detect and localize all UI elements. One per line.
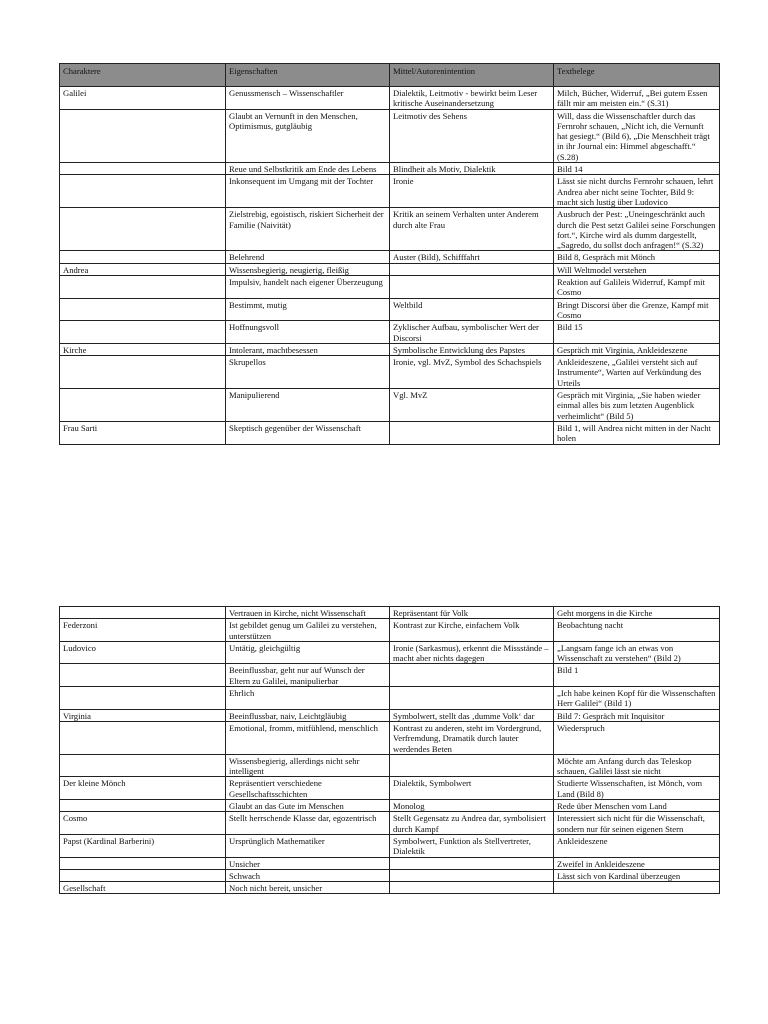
cell-means: Ironie (Sarkasmus), erkennt die Missstände – macht aber nichts dagegen	[390, 641, 554, 664]
cell-evidence: Bild 14	[554, 163, 720, 175]
table-row	[60, 263, 720, 275]
cell-evidence: Will, dass die Wissenschaftler durch das Fernrohr schauen, „Nicht ich, die Vernunft hat gesiegt.“ (Bild 6), „Die Menschheit trägt in ihr Journal ein: Himmel abgeschafft.“ (S.28)	[554, 109, 720, 162]
cell-evidence: Bild 1	[554, 664, 720, 687]
cell-evidence: Bild 1, will Andrea nicht mitten in der Nacht holen	[554, 421, 720, 444]
cell-means: Weltbild	[390, 298, 554, 321]
cell-character	[60, 800, 226, 812]
table-row	[60, 343, 720, 355]
cell-property: Wissensbegierig, neugierig, fleißig	[226, 263, 390, 275]
table-row	[60, 721, 720, 754]
cell-means: Vgl. MvZ	[390, 389, 554, 422]
table-row	[60, 857, 720, 869]
cell-character	[60, 175, 226, 208]
cell-means: Auster (Bild), Schifffahrt	[390, 251, 554, 263]
cell-character: Virginia	[60, 709, 226, 721]
table-row	[60, 321, 720, 344]
cell-property: Manipulierend	[226, 389, 390, 422]
cell-property: Impulsiv, handelt nach eigener Überzeugung	[226, 276, 390, 299]
cell-evidence: Rede über Menschen vom Land	[554, 800, 720, 812]
cell-means: Ironie, vgl. MvZ, Symbol des Schachspiels	[390, 356, 554, 389]
table-2-body	[60, 607, 720, 894]
cell-property: Beeinflussbar, naiv, Leichtgläubig	[226, 709, 390, 721]
cell-character: Cosmo	[60, 812, 226, 835]
cell-property: Wissensbegierig, allerdings nicht sehr intelligent	[226, 754, 390, 777]
cell-character	[60, 721, 226, 754]
cell-means	[390, 664, 554, 687]
table-row	[60, 276, 720, 299]
cell-property: Unsicher	[226, 857, 390, 869]
cell-means: Zyklischer Aufbau, symbolischer Wert der Discorsi	[390, 321, 554, 344]
cell-means	[390, 687, 554, 710]
header-text-evidence: Textbelege	[554, 64, 720, 87]
cell-character	[60, 276, 226, 299]
table-row	[60, 687, 720, 710]
table-row	[60, 607, 720, 619]
cell-means	[390, 276, 554, 299]
cell-evidence: Ankleideszene, „Galilei versteht sich auf Instrumente“, Warten auf Verkündung des Urteils	[554, 356, 720, 389]
cell-property: Ursprünglich Mathematiker	[226, 834, 390, 857]
cell-means: Repräsentant für Volk	[390, 607, 554, 619]
table-1-body	[60, 87, 720, 445]
cell-character: Federzoni	[60, 619, 226, 642]
cell-evidence: Bild 15	[554, 321, 720, 344]
cell-evidence: „Langsam fange ich an etwas von Wissenschaft zu verstehen“ (Bild 2)	[554, 641, 720, 664]
cell-means: Symbolwert, stellt das ‚dumme Volk‘ dar	[390, 709, 554, 721]
cell-character	[60, 687, 226, 710]
cell-means: Symbolwert, Funktion als Stellvertreter, Dialektik	[390, 834, 554, 857]
table-row	[60, 709, 720, 721]
cell-character	[60, 607, 226, 619]
table-row	[60, 869, 720, 881]
table-row	[60, 777, 720, 800]
cell-character	[60, 664, 226, 687]
table-row	[60, 619, 720, 642]
cell-means	[390, 263, 554, 275]
cell-property: Glaubt an das Gute im Menschen	[226, 800, 390, 812]
header-characters: Charaktere	[60, 64, 226, 87]
cell-property: Genussmensch – Wissenschaftler	[226, 87, 390, 110]
cell-property: Skrupellos	[226, 356, 390, 389]
cell-character: Papst (Kardinal Barberini)	[60, 834, 226, 857]
table-row	[60, 251, 720, 263]
table-row	[60, 356, 720, 389]
cell-character	[60, 389, 226, 422]
cell-property: Ehrlich	[226, 687, 390, 710]
cell-means: Stellt Gegensatz zu Andrea dar, symbolisiert durch Kampf	[390, 812, 554, 835]
cell-means	[390, 869, 554, 881]
cell-evidence: Ankleideszene	[554, 834, 720, 857]
cell-property: Zielstrebig, egoistisch, riskiert Sicherheit der Familie (Naivität)	[226, 208, 390, 251]
cell-evidence: Bild 8, Gespräch mit Mönch	[554, 251, 720, 263]
cell-character	[60, 321, 226, 344]
cell-property: Stellt herrschende Klasse dar, egozentrisch	[226, 812, 390, 835]
cell-evidence: Möchte am Anfang durch das Teleskop schauen, Galilei lässt sie nicht	[554, 754, 720, 777]
cell-property: Inkonsequent im Umgang mit der Tochter	[226, 175, 390, 208]
cell-means: Leitmotiv des Sehens	[390, 109, 554, 162]
cell-evidence: Bringt Discorsi über die Grenze, Kampf mit Cosmo	[554, 298, 720, 321]
cell-character: Kirche	[60, 343, 226, 355]
cell-means: Kritik an seinem Verhalten unter Anderem durch alte Frau	[390, 208, 554, 251]
cell-character: Andrea	[60, 263, 226, 275]
cell-property: Hoffnungsvoll	[226, 321, 390, 344]
cell-property: Schwach	[226, 869, 390, 881]
header-properties: Eigenschaften	[226, 64, 390, 87]
table-row	[60, 800, 720, 812]
cell-evidence: Reaktion auf Galileis Widerruf, Kampf mit Cosmo	[554, 276, 720, 299]
characters-table-1	[59, 63, 720, 445]
cell-means: Monolog	[390, 800, 554, 812]
cell-character	[60, 869, 226, 881]
cell-evidence: Zweifel in Ankleideszene	[554, 857, 720, 869]
cell-means: Dialektik, Leitmotiv - bewirkt beim Leser kritische Auseinandersetzung	[390, 87, 554, 110]
cell-means	[390, 882, 554, 894]
table-row	[60, 389, 720, 422]
cell-property: Untätig, gleichgültig	[226, 641, 390, 664]
cell-means	[390, 754, 554, 777]
cell-evidence: Studierte Wissenschaften, ist Mönch, vom Land (Bild 8)	[554, 777, 720, 800]
cell-character	[60, 857, 226, 869]
cell-property: Glaubt an Vernunft in den Menschen, Optimismus, gutgläubig	[226, 109, 390, 162]
table-row	[60, 641, 720, 664]
cell-character	[60, 754, 226, 777]
cell-evidence: Interessiert sich nicht für die Wissenschaft, sondern nur für seinen eigenen Stern	[554, 812, 720, 835]
cell-character	[60, 163, 226, 175]
header-means-intention: Mittel/Autorenintention	[390, 64, 554, 87]
cell-property: Ist gebildet genug um Galilei zu verstehen, unterstützen	[226, 619, 390, 642]
cell-character	[60, 109, 226, 162]
table-row	[60, 834, 720, 857]
cell-property: Intolerant, machtbesessen	[226, 343, 390, 355]
cell-means: Kontrast zur Kirche, einfachem Volk	[390, 619, 554, 642]
cell-evidence: Ausbruch der Pest: „Uneingeschränkt auch durch die Pest setzt Galilei seine Forschungen fort.“, Kirche wird als dumm dargestellt, „Sagredo, du sollst doch anfragen!“ (S.32)	[554, 208, 720, 251]
cell-means: Kontrast zu anderen, steht im Vordergrund, Verfremdung, Dramatik durch lauter werdendes Beten	[390, 721, 554, 754]
cell-character	[60, 356, 226, 389]
cell-evidence: Bild 7: Gespräch mit Inquisitor	[554, 709, 720, 721]
cell-property: Skeptisch gegenüber der Wissenschaft	[226, 421, 390, 444]
cell-evidence: Will Weltmodel verstehen	[554, 263, 720, 275]
cell-evidence: Gespräch mit Virginia, „Sie haben wieder einmal alles bis zum letzten Augenblick verheimlicht“ (Bild 5)	[554, 389, 720, 422]
table-row	[60, 298, 720, 321]
cell-property: Belehrend	[226, 251, 390, 263]
cell-means	[390, 857, 554, 869]
table-row	[60, 109, 720, 162]
cell-character: Galilei	[60, 87, 226, 110]
table-row	[60, 812, 720, 835]
cell-evidence: Gespräch mit Virginia, Ankleideszene	[554, 343, 720, 355]
cell-property: Reue und Selbstkritik am Ende des Lebens	[226, 163, 390, 175]
characters-table-2	[59, 606, 720, 894]
cell-character: Der kleine Mönch	[60, 777, 226, 800]
cell-character: Gesellschaft	[60, 882, 226, 894]
table-row	[60, 754, 720, 777]
cell-property: Vertrauen in Kirche, nicht Wissenschaft	[226, 607, 390, 619]
cell-means: Blindheit als Motiv, Dialektik	[390, 163, 554, 175]
table-header-row	[60, 64, 720, 87]
table-row	[60, 208, 720, 251]
table-row	[60, 882, 720, 894]
cell-property: Repräsentiert verschiedene Gesellschaftsschichten	[226, 777, 390, 800]
table-row	[60, 664, 720, 687]
cell-evidence: „Ich habe keinen Kopf für die Wissenschaften Herr Galilei“ (Bild 1)	[554, 687, 720, 710]
cell-means: Symbolische Entwicklung des Papstes	[390, 343, 554, 355]
cell-property: Bestimmt, mutig	[226, 298, 390, 321]
cell-character: Ludovico	[60, 641, 226, 664]
cell-evidence: Milch, Bücher, Widerruf, „Bei gutem Essen fällt mir am meisten ein.“ (S.31)	[554, 87, 720, 110]
cell-character	[60, 251, 226, 263]
cell-property: Emotional, fromm, mitfühlend, menschlich	[226, 721, 390, 754]
cell-evidence	[554, 882, 720, 894]
cell-means	[390, 421, 554, 444]
cell-property: Noch nicht bereit, unsicher	[226, 882, 390, 894]
table-row	[60, 421, 720, 444]
cell-property: Beeinflussbar, geht nur auf Wunsch der Eltern zu Galilei, manipulierbar	[226, 664, 390, 687]
cell-evidence: Geht morgens in die Kirche	[554, 607, 720, 619]
table-row	[60, 175, 720, 208]
cell-means: Ironie	[390, 175, 554, 208]
cell-character	[60, 298, 226, 321]
table-row	[60, 87, 720, 110]
cell-character	[60, 208, 226, 251]
cell-evidence: Wiederspruch	[554, 721, 720, 754]
table-row	[60, 163, 720, 175]
cell-evidence: Lässt sie nicht durchs Fernrohr schauen, lehrt Andrea aber nicht seine Tochter, Bild 9: macht sich lustig über Ludovico	[554, 175, 720, 208]
cell-means: Dialektik, Symbolwert	[390, 777, 554, 800]
cell-evidence: Beobachtung nacht	[554, 619, 720, 642]
cell-character: Frau Sarti	[60, 421, 226, 444]
cell-evidence: Lässt sich von Kardinal überzeugen	[554, 869, 720, 881]
